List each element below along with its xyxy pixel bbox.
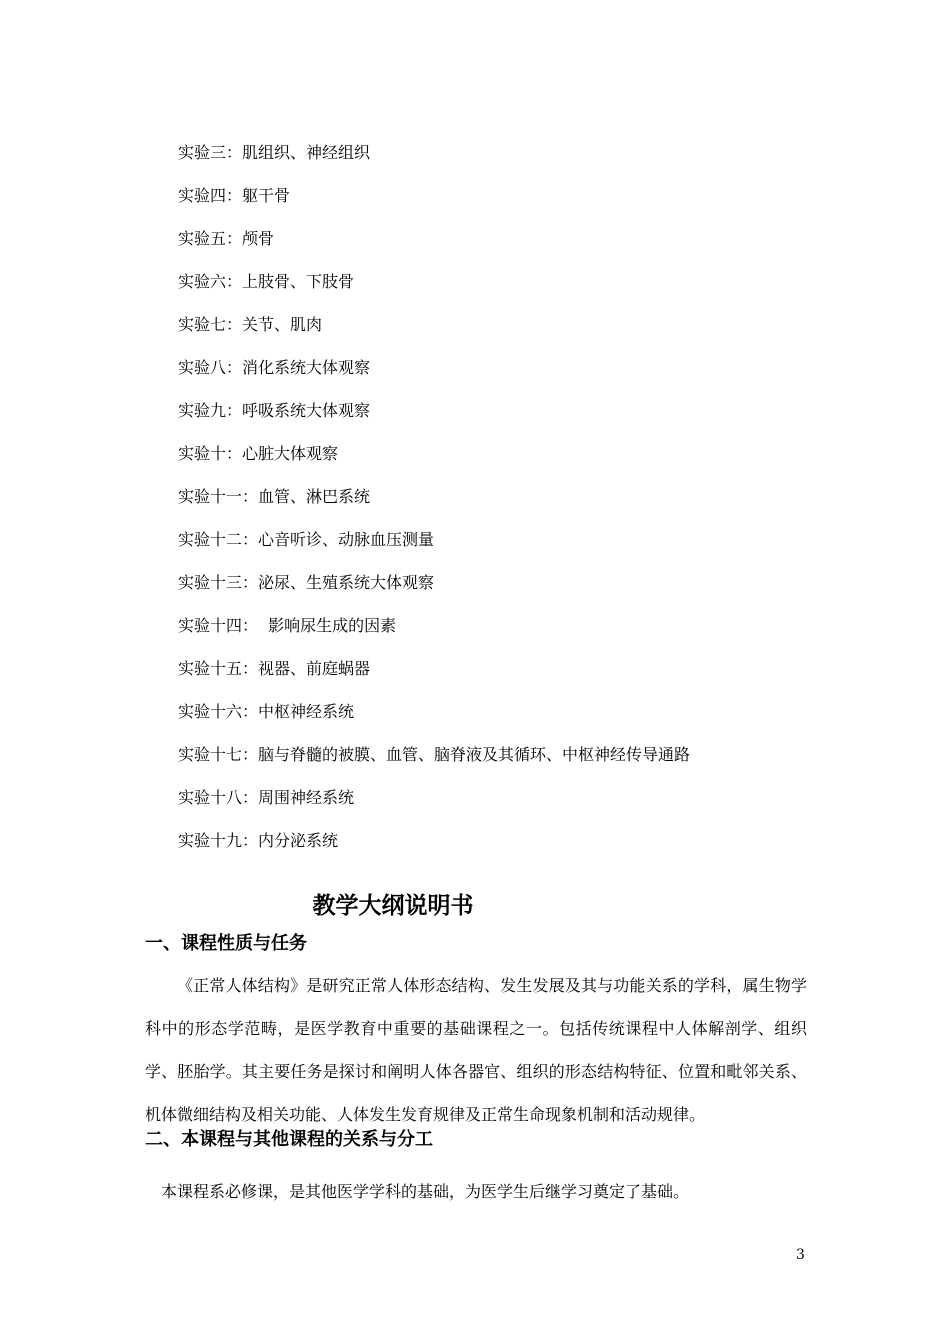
experiment-item: 实验十六：中枢神经系统 [178, 702, 355, 721]
section-heading-course-nature: 一、课程性质与任务 [145, 933, 307, 954]
experiment-item: 实验十九：内分泌系统 [178, 831, 339, 850]
experiment-item: 实验十四： 影响尿生成的因素 [178, 616, 397, 635]
experiment-item: 实验五：颅骨 [178, 229, 275, 248]
experiment-item: 实验十五：视器、前庭蜗器 [178, 659, 371, 678]
experiment-list [178, 138, 878, 869]
experiment-item: 实验十：心脏大体观察 [178, 444, 339, 463]
experiment-item: 实验三：肌组织、神经组织 [178, 143, 371, 162]
experiment-item: 实验八：消化系统大体观察 [178, 358, 371, 377]
section-body-course-relations: 本课程系必修课，是其他医学学科的基础，为医学生后继学习奠定了基础。 [161, 1182, 690, 1201]
section-heading-course-relations: 二、本课程与其他课程的关系与分工 [145, 1129, 433, 1150]
section-body-course-nature: 《正常人体结构》是研究正常人体形态结构、发生发展及其与功能关系的学科，属生物学科中的形态学范畴，是医学教育中重要的基础课程之一。包括传统课程中人体解剖学、组织学、胚胎学。其主要任务是探讨和阐明人体各器官、组织的形态结构特征、位置和毗邻关系、机体微细结构及相关功能、人体发生发育规律及正常生命现象机制和活动规律。 [145, 976, 807, 1124]
experiment-item: 实验十七：脑与脊髓的被膜、血管、脑脊液及其循环、中枢神经传导通路 [178, 745, 691, 764]
page-number: 3 [796, 1247, 805, 1263]
experiment-item: 实验十一：血管、淋巴系统 [178, 487, 371, 506]
document-title: 教学大纲说明书 [312, 893, 474, 919]
experiment-item: 实验十八：周围神经系统 [178, 788, 355, 807]
experiment-item: 实验九：呼吸系统大体观察 [178, 401, 371, 420]
experiment-item: 实验六：上肢骨、下肢骨 [178, 272, 355, 291]
experiment-item: 实验十二：心音听诊、动脉血压测量 [178, 530, 435, 549]
experiment-item: 实验十三：泌尿、生殖系统大体观察 [178, 573, 435, 592]
experiment-item: 实验七：关节、肌肉 [178, 315, 323, 334]
experiment-item: 实验四：躯干骨 [178, 186, 291, 205]
